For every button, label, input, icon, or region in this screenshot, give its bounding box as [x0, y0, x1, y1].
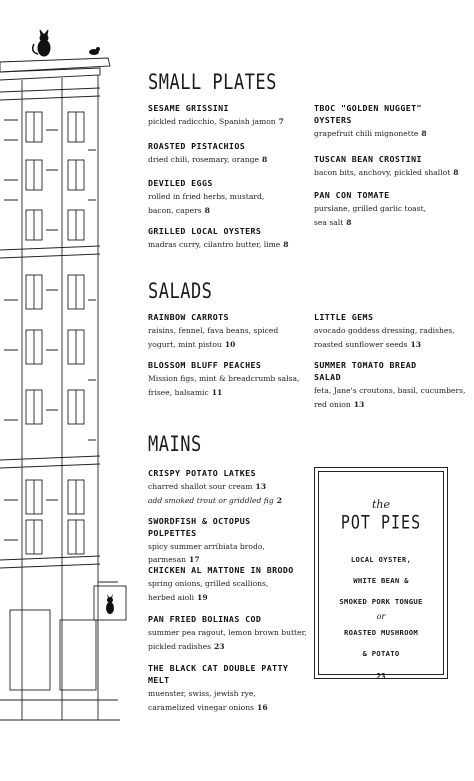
pot-pies-price: 23	[376, 672, 386, 681]
item-description: rolled in fried herbs, mustard,	[148, 192, 265, 201]
item-description: herbed aioli	[148, 593, 195, 602]
item-name: TUSCAN BEAN CROSTINI	[314, 154, 422, 164]
item-description: bacon, capers	[148, 206, 202, 215]
pot-pies-or: or	[376, 612, 386, 621]
pot-pie-option: SMOKED PORK TONGUE	[339, 597, 423, 606]
menu-item	[148, 225, 303, 251]
item-price: 13	[255, 482, 266, 491]
item-name: GRILLED LOCAL OYSTERS	[148, 226, 262, 236]
item-name: TBOC "GOLDEN NUGGET"	[314, 103, 422, 113]
item-price: 17	[189, 555, 200, 564]
item-description: feta, Jane's croutons, basil, cucumbers,	[314, 386, 466, 395]
item-description: red onion	[314, 400, 351, 409]
item-addon: add smoked trout or griddled fig	[148, 496, 274, 505]
item-name: SWORDFISH & OCTOPUS	[148, 516, 251, 526]
item-name-cont: MELT	[148, 675, 170, 685]
pot-pies-the: the	[371, 498, 390, 511]
item-description: purslane, grilled garlic toast,	[314, 204, 427, 213]
item-price: 10	[224, 340, 236, 349]
item-addon-price: 2	[276, 496, 282, 505]
item-name: CRISPY POTATO LATKES	[148, 468, 256, 478]
item-price: 8	[453, 168, 459, 177]
item-description: roasted sunflower seeds	[314, 340, 408, 349]
item-description: pickled radicchio, Spanish jamon	[148, 117, 276, 126]
item-price: 13	[353, 400, 365, 409]
section-title-small-plates: SMALL PLATES	[148, 70, 277, 95]
pot-pie-option: & POTATO	[362, 649, 400, 658]
menu-item	[148, 140, 303, 166]
item-description: madras curry, cilantro butter, lime	[148, 240, 281, 249]
item-description: grapefruit chili mignonette	[314, 129, 419, 138]
pot-pies-inner-border	[318, 471, 444, 681]
menu-item	[148, 662, 308, 714]
item-description: muenster, swiss, jewish rye,	[148, 689, 256, 698]
item-name: PAN FRIED BOLINAS COD	[148, 614, 262, 624]
item-name: ROASTED PISTACHIOS	[148, 141, 246, 151]
pot-pie-option: ROASTED MUSHROOM	[343, 628, 419, 637]
item-name: PAN CON TOMATE	[314, 190, 390, 200]
item-name-cont: OYSTERS	[314, 115, 352, 125]
item-price: 13	[410, 340, 422, 349]
item-price: 8	[283, 240, 289, 249]
menu-item	[148, 177, 303, 217]
item-description: charred shallot sour cream	[148, 482, 253, 491]
item-name: SUMMER TOMATO BREAD	[314, 360, 417, 370]
menu-item	[148, 467, 308, 507]
item-price: 7	[278, 117, 284, 126]
item-description: pickled radishes	[148, 642, 211, 651]
section-title-salads: SALADS	[148, 279, 213, 304]
menu-item	[314, 102, 469, 140]
item-description: dried chili, rosemary, orange	[148, 155, 259, 164]
item-description: spring onions, grilled scallions,	[148, 579, 269, 588]
item-description: avocado goddess dressing, radishes,	[314, 326, 455, 335]
item-name: SESAME GRISSINI	[148, 103, 229, 113]
item-name: CHICKEN AL MATTONE IN BRODO	[148, 565, 294, 575]
item-price: 8	[346, 218, 352, 227]
menu-item	[148, 564, 308, 604]
section-title-mains: MAINS	[148, 432, 202, 457]
item-name: LITTLE GEMS	[314, 312, 374, 322]
item-name-cont: SALAD	[314, 372, 341, 382]
item-description: frisee, balsamic	[148, 388, 209, 397]
item-price: 8	[421, 129, 427, 138]
building-illustration	[0, 0, 140, 781]
pot-pie-option: LOCAL OYSTER,	[350, 555, 412, 564]
item-name: THE BLACK CAT DOUBLE PATTY	[148, 663, 289, 673]
menu-item	[148, 359, 313, 399]
item-name: DEVILED EGGS	[148, 178, 213, 188]
item-description: Mission figs, mint & breadcrumb salsa,	[148, 374, 300, 383]
item-name: RAINBOW CARROTS	[148, 312, 229, 322]
menu-item	[148, 102, 303, 128]
menu-item	[314, 189, 469, 229]
pot-pies-title: POT PIES	[340, 510, 422, 534]
item-price: 8	[261, 155, 268, 164]
item-description: yogurt, mint pistou	[148, 340, 222, 349]
item-description: spicy summer arribiata brodo, parmesan	[148, 542, 265, 564]
menu-item	[314, 153, 474, 179]
pot-pies-box	[314, 467, 448, 679]
menu-item	[148, 311, 303, 351]
item-description: caramelized vinegar onions	[148, 703, 255, 712]
item-price: 23	[213, 642, 225, 651]
item-description: summer pea ragout, lemon brown butter,	[148, 628, 307, 637]
menu-item	[314, 359, 472, 411]
item-price: 11	[211, 388, 223, 397]
menu-item	[148, 515, 308, 566]
item-price: 16	[257, 703, 268, 712]
pot-pie-option: WHITE BEAN &	[353, 576, 409, 585]
menu-item	[148, 613, 308, 653]
item-description: sea salt	[314, 218, 344, 227]
item-price: 8	[204, 206, 210, 215]
menu-item	[314, 311, 469, 351]
item-description: raisins, fennel, fava beans, spiced	[148, 326, 279, 335]
item-price: 19	[197, 593, 208, 602]
item-description: bacon bits, anchovy, pickled shallot	[314, 168, 451, 177]
item-name-cont: POLPETTES	[148, 528, 197, 538]
item-name: BLOSSOM BLUFF PEACHES	[148, 360, 262, 370]
